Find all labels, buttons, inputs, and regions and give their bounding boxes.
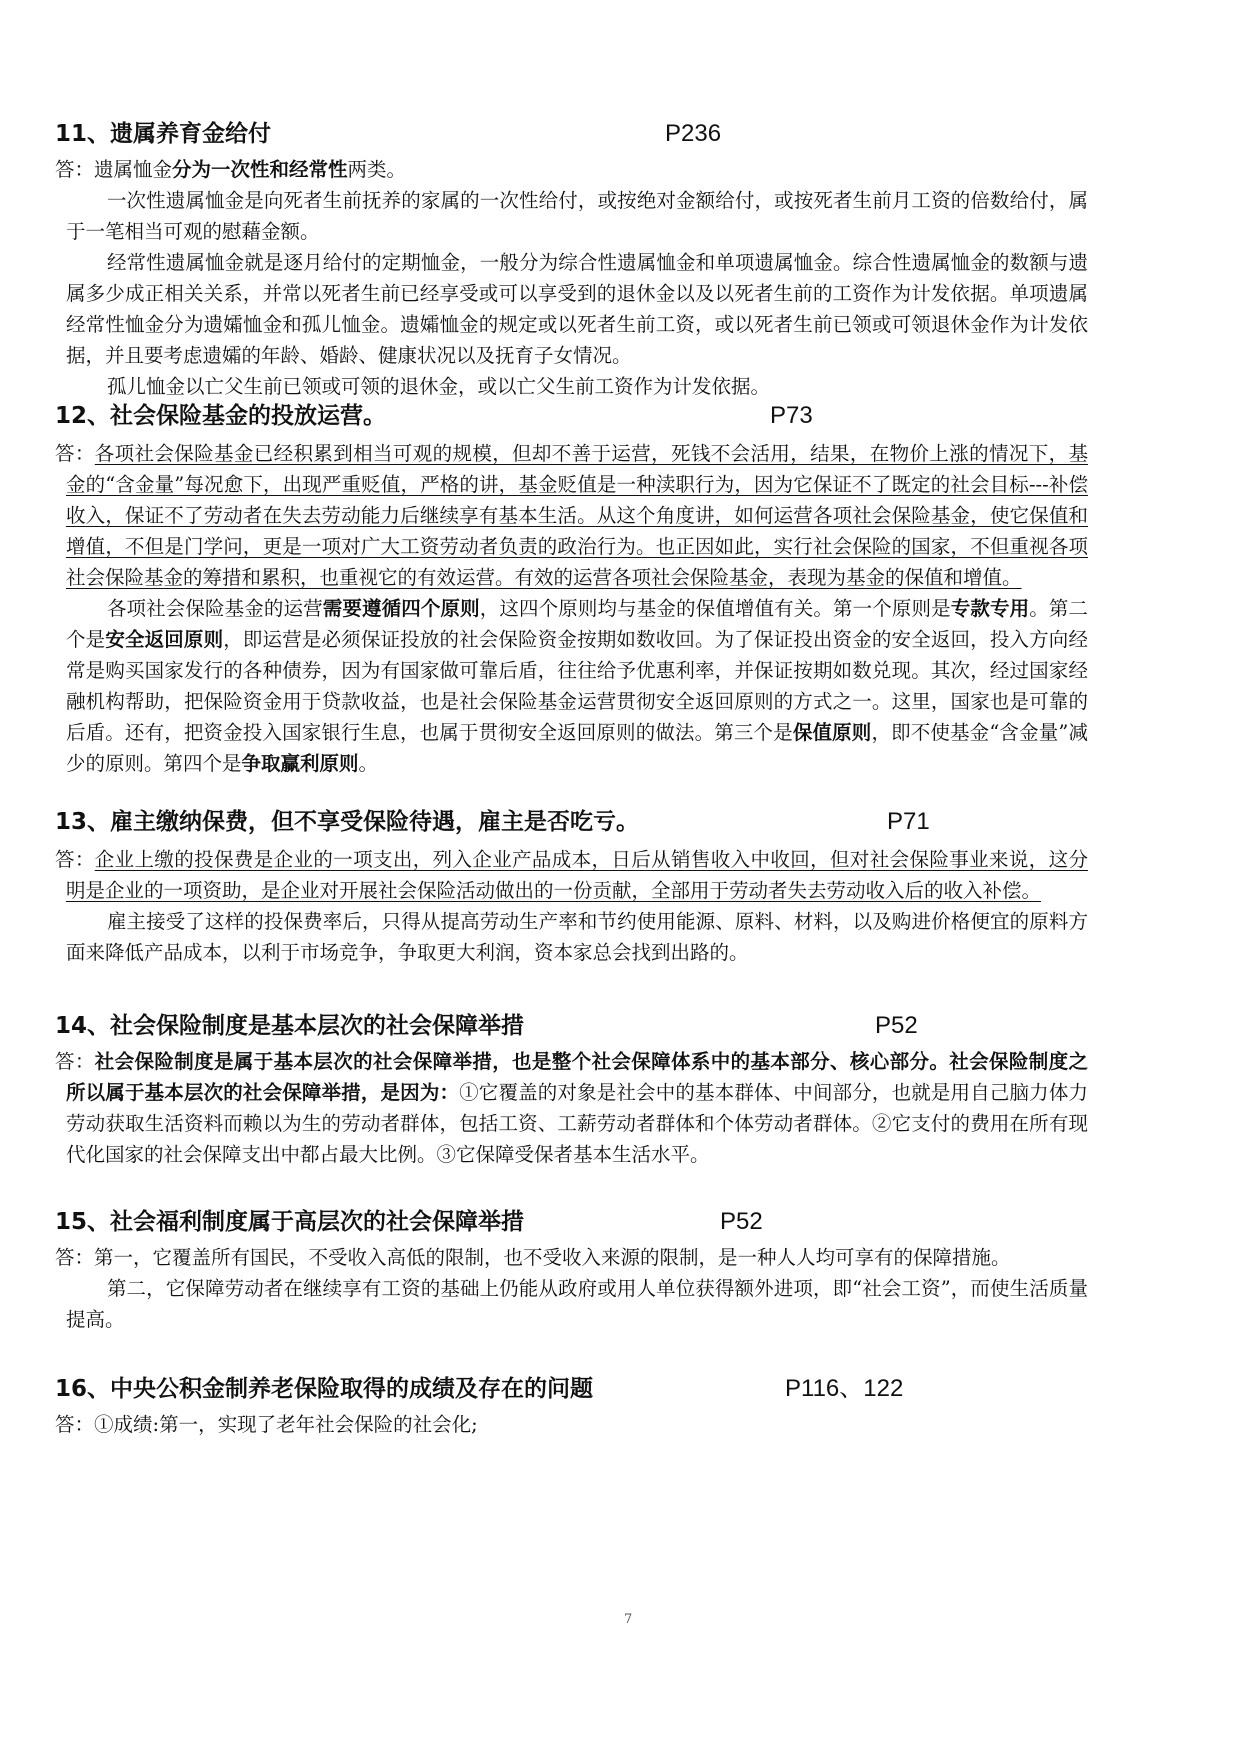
paragraph (55, 906, 1088, 968)
paragraph (55, 593, 1088, 779)
text: 答：遗属恤金 (55, 158, 173, 181)
paragraph (55, 154, 1088, 185)
bold-text: 社会保险制度是属于基本层次的社会保障举措，也是整个社会保障体系中的基本部分、核心部分。社会保险制度之所以属于基本层次的社会保障举措，是因为： (66, 1050, 1088, 1104)
bold-text: 分为一次性和经常性 (172, 158, 348, 181)
paragraph (55, 438, 1088, 593)
paragraph (55, 844, 1088, 906)
paragraph (55, 247, 1088, 371)
bold-text: 安全返回原则 (105, 628, 224, 651)
bold-text: 保值原则 (792, 721, 872, 744)
bold-text: 争取赢利原则 (241, 752, 359, 775)
page-reference: P236 (665, 120, 722, 147)
page-reference: P116、122 (785, 1375, 904, 1402)
paragraph (55, 1046, 1088, 1170)
text: 第二，它保障劳动者在继续享有工资的基础上仍能从政府或用人单位获得额外进项，即“社会工资”，而使生活质量提高。 (66, 1277, 1088, 1331)
section-14 (55, 1006, 1088, 1170)
text: 答： (55, 1050, 95, 1073)
text: ，这四个原则均与基金的保值增值有关。第一个原则是 (479, 597, 951, 620)
page-reference: P52 (875, 1012, 918, 1039)
text: 两类。 (347, 158, 407, 181)
section-heading (55, 802, 1088, 842)
section-16 (55, 1369, 1088, 1440)
section-12 (55, 396, 1088, 779)
section-11 (55, 114, 1088, 402)
text: 。 (358, 752, 379, 775)
section-15 (55, 1202, 1088, 1335)
text: 一次性遗属恤金是向死者生前抚养的家属的一次性给付，或按绝对金额给付，或按死者生前月工资的倍数给付，属于一笔相当可观的慰藉金额。 (66, 189, 1088, 243)
page-reference: P73 (770, 402, 813, 429)
paragraph (55, 1409, 1088, 1440)
underlined-text: 各项社会保险基金已经积累到相当可观的规模，但却不善于运营，死钱不会活用，结果，在物价上涨的情况下，基金的“含金量”每况愈下，出现严重贬值，严格的讲，基金贬值是一种渎职行为，因为它保证不了既定的社会目标---补偿收入，保证不了劳动者在失去劳动能力后继续享有基本生活。从这个角度讲，如何运营各项社会保险基金，使它保值和增值，不但是门学问，更是一项对广大工资劳动者负责的政治行为。也正因如此，实行社会保险的国家，不但重视各项社会保险基金的筹措和累积，也重视它的有效运营。有效的运营各项社会保险基金，表现为基金的保值和增值。 (66, 442, 1088, 589)
section-heading (55, 1202, 1088, 1242)
text: 雇主接受了这样的投保费率后，只得从提高劳动生产率和节约使用能源、原料、材料，以及购进价格便宜的原料方面来降低产品成本，以利于市场竞争，争取更大利润，资本家总会找到出路的。 (66, 910, 1088, 964)
heading-title: 13、雇主缴纳保费，但不享受保险待遇，雇主是否吃亏。 (55, 809, 640, 835)
section-heading (55, 1006, 1088, 1046)
text: ，即不使基金“含金量”减少的原则。第四个是 (66, 721, 1088, 775)
text: 答：①成绩:第一，实现了老年社会保险的社会化; (55, 1413, 478, 1436)
heading-title: 11、遗属养育金给付 (55, 121, 272, 147)
text: 经常性遗属恤金就是逐月给付的定期恤金，一般分为综合性遗属恤金和单项遗属恤金。综合性遗属恤金的数额与遗属多少成正相关关系，并常以死者生前已经享受或可以享受到的退休金以及以死者生前的工资作为计发依据。单项遗属经常性恤金分为遗孀恤金和孤儿恤金。遗孀恤金的规定或以死者生前工资，或以死者生前已领或可领退休金作为计发依据，并且要考虑遗孀的年龄、婚龄、健康状况以及抚育子女情况。 (66, 251, 1088, 367)
heading-title: 14、社会保险制度是基本层次的社会保障举措 (55, 1013, 525, 1039)
heading-title: 15、社会福利制度属于高层次的社会保障举措 (55, 1209, 525, 1235)
paragraph (55, 185, 1088, 247)
paragraph (55, 1242, 1088, 1273)
section-heading (55, 396, 1088, 436)
text: ，即运营是必须保证投放的社会保险资金按期如数收回。为了保证投出资金的安全返回，投入方向经常是购买国家发行的各种债券，因为有国家做可靠后盾，往往给予优惠利率，并保证按期如数兑现。其次，经过国家经融机构帮助，把保险资金用于贷款收益，也是社会保险基金运营贯彻安全返回原则的方式之一。这里，国家也是可靠的后盾。还有，把资金投入国家银行生息，也属于贯彻安全返回原则的做法。第三个是 (66, 628, 1088, 744)
page-reference: P52 (720, 1208, 763, 1235)
text: 孤儿恤金以亡父生前已领或可领的退休金，或以亡父生前工资作为计发依据。 (106, 375, 770, 398)
section-heading (55, 114, 1088, 154)
paragraph (55, 1273, 1088, 1335)
page-number: 7 (624, 1612, 633, 1627)
heading-title: 12、社会保险基金的投放运营。 (55, 403, 387, 429)
section-heading (55, 1369, 1088, 1409)
text: 各项社会保险基金的运营 (106, 597, 323, 620)
text: 答： (55, 848, 95, 871)
text: ①它覆盖的对象是社会中的基本群体、中间部分，也就是用自己脑力体力劳动获取生活资料而赖以为生的劳动者群体，包括工资、工薪劳动者群体和个体劳动者群体。②它支付的费用在所有现代化国家的社会保障支出中都占最大比例。③它保障受保者基本生活水平。 (66, 1081, 1088, 1166)
text: 。第二个是 (66, 597, 1088, 651)
text: 答： (55, 442, 95, 465)
page-reference: P71 (887, 808, 930, 835)
section-13 (55, 802, 1088, 968)
heading-title: 16、中央公积金制养老保险取得的成绩及存在的问题 (55, 1376, 594, 1402)
bold-text: 需要遵循四个原则 (322, 597, 480, 620)
text: 答：第一，它覆盖所有国民，不受收入高低的限制，也不受收入来源的限制，是一种人人均可享有的保障措施。 (55, 1246, 1011, 1269)
bold-text: 专款专用 (950, 597, 1030, 620)
underlined-text: 企业上缴的投保费是企业的一项支出，列入企业产品成本，日后从销售收入中收回，但对社会保险事业来说，这分明是企业的一项资助，是企业对开展社会保险活动做出的一份贡献，全部用于劳动者失去劳动收入后的收入补偿。 (66, 848, 1088, 902)
